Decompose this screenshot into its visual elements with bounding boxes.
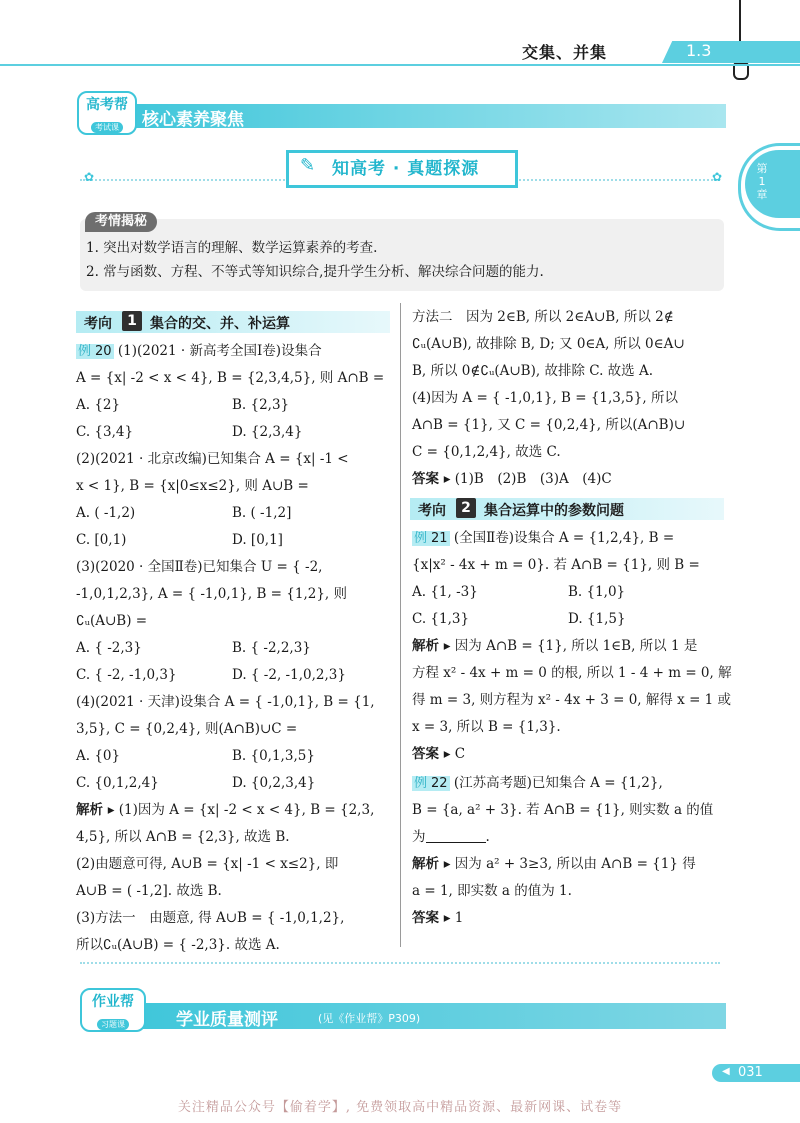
problem-line: 3,5}, C = {0,2,4}, 则(A∩B)∪C = — [76, 721, 298, 737]
logo-text: 作业帮 — [92, 994, 134, 1010]
method2-line: 方法二 因为 2∈B, 所以 2∈A∪B, 所以 2∉ — [412, 309, 674, 325]
flower-icon: ✿ — [712, 170, 723, 184]
answer-value: C — [454, 746, 466, 762]
zuoyebang-logo — [80, 988, 146, 1032]
kaoxiang-number: 2 — [456, 498, 476, 518]
option-row — [412, 582, 625, 602]
analysis-line: 4,5}, 所以 A∩B = {2,3}, 故选 B. — [76, 829, 290, 845]
exam-info-line: 2. 常与函数、方程、不等式等知识综合,提升学生分析、解决综合问题的能力. — [86, 264, 544, 280]
analysis-line: 解析 ▸ 因为 A∩B = {1}, 所以 1∈B, 所以 1 是 — [412, 638, 698, 654]
problem-line: 为 . — [412, 829, 490, 845]
analysis-line: a = 1, 即实数 a 的值为 1. — [412, 883, 572, 899]
analysis-line: 方程 x² - 4x + m = 0 的根, 所以 1 - 4 + m = 0, 解 — [412, 665, 732, 681]
analysis-line: (3)方法一 由题意, 得 A∪B = { -1,0,1,2}, — [76, 910, 345, 926]
core-literacy-title: 核心素养聚焦 — [142, 110, 244, 130]
option-row — [76, 503, 291, 523]
analysis-line: A∪B = ( -1,2]. 故选 B. — [76, 883, 222, 899]
option-row — [76, 422, 302, 442]
kaoxiang-title: 集合运算中的参数问题 — [484, 503, 624, 519]
option-choice: D. [0,1] — [232, 532, 283, 548]
chapter-title: 交集、并集 — [522, 43, 608, 62]
option-choice: C. {3,4} — [76, 424, 134, 440]
answer-value: 1 — [454, 910, 464, 926]
answer-line — [412, 744, 465, 764]
method2-line: ∁ᵤ(A∪B), 故排除 B, D; 又 0∈A, 所以 0∈A∪ — [412, 336, 685, 352]
analysis-label: 解析 ▸ — [412, 856, 451, 872]
column-divider — [400, 303, 401, 947]
footer-watermark: 关注精品公众号【偷着学】, 免费领取高中精品资源、最新网课、试卷等 — [177, 1100, 623, 1115]
option-row — [412, 609, 626, 629]
analysis-line: 所以∁ᵤ(A∪B) = { -2,3}. 故选 A. — [76, 937, 280, 953]
option-choice: B. {2,3} — [232, 397, 290, 413]
section-number: 1.3 — [686, 41, 712, 60]
problem-line: (2)(2021 · 北京改编)已知集合 A = {x| -1 < — [76, 451, 349, 467]
problem-line: x < 1}, B = {x|0≤x≤2}, 则 A∪B = — [76, 478, 309, 494]
analysis-line: 解析 ▸ 因为 a² + 3≥3, 所以由 A∩B = {1} 得 — [412, 856, 696, 872]
problem-line: A = {x| -2 < x < 4}, B = {2,3,4,5}, 则 A∩B = — [76, 370, 385, 386]
problem-line: (1)(2021 · 新高考全国Ⅰ卷)设集合 — [117, 343, 322, 359]
exam-info-line: 1. 突出对数学语言的理解、数学运算素养的考查. — [86, 240, 378, 256]
option-choice: C. {1,3} — [412, 611, 470, 627]
analysis-line: 解析 ▸ (1)因为 A = {x| -2 < x < 4}, B = {2,3, — [76, 802, 375, 818]
notebook-icon: ✎ — [300, 155, 316, 176]
example-badge: 例 — [414, 531, 428, 546]
section2-dotted-line — [80, 962, 720, 1004]
option-choice: B. { -2,2,3} — [232, 640, 311, 656]
analysis-line: 得 m = 3, 则方程为 x² - 4x + 3 = 0, 解得 x = 1 或 — [412, 692, 732, 708]
analysis-label: 解析 ▸ — [412, 638, 451, 654]
option-row — [76, 395, 289, 415]
kaoxiang-label: 考向 — [84, 316, 112, 332]
analysis-line: (2)由题意可得, A∪B = {x| -1 < x≤2}, 即 — [76, 856, 339, 872]
exam-info-tag: 考情揭秘 — [85, 212, 157, 232]
problem-line: -1,0,1,2,3}, A = { -1,0,1}, B = {1,2}, 则 — [76, 586, 347, 602]
option-choice: C. { -2, -1,0,3} — [76, 667, 177, 683]
answer-blank — [426, 828, 486, 843]
quality-assessment-title: 学业质量测评 — [176, 1010, 278, 1030]
option-choice: A. ( -1,2) — [76, 505, 136, 521]
page-number: 031 — [738, 1065, 763, 1080]
answer-line — [412, 469, 612, 489]
problem-line: ∁ᵤ(A∪B) = — [76, 613, 148, 629]
example-header — [412, 528, 674, 549]
option-choice: A. {2} — [76, 397, 121, 413]
option-choice: C. [0,1) — [76, 532, 127, 548]
option-choice: D. {1,5} — [568, 611, 626, 627]
answer-line — [412, 908, 463, 928]
option-choice: B. {0,1,3,5} — [232, 748, 315, 764]
example-number: 22 — [431, 776, 448, 791]
option-choice: B. ( -1,2] — [232, 505, 292, 521]
problem-line: B = {a, a² + 3}. 若 A∩B = {1}, 则实数 a 的值 — [412, 802, 714, 818]
method2-line: C = {0,1,2,4}, 故选 C. — [412, 444, 561, 460]
problem-line: (全国Ⅱ卷)设集合 A = {1,2,4}, B = — [453, 530, 675, 546]
option-choice: A. {1, -3} — [412, 584, 478, 600]
option-choice: B. {1,0} — [568, 584, 626, 600]
quality-assessment-ref: (见《作业帮》P309) — [318, 1012, 421, 1025]
answer-label: 答案 ▸ — [412, 471, 451, 487]
kaoxiang-title: 集合的交、并、补运算 — [150, 316, 290, 332]
option-choice: A. { -2,3} — [76, 640, 142, 656]
option-row — [76, 665, 346, 685]
kaoxiang-label: 考向 — [418, 503, 446, 519]
arrow-left-icon: ◀ — [722, 1066, 730, 1077]
example-badge: 例 — [78, 344, 92, 359]
example-number: 21 — [431, 531, 448, 546]
option-row — [76, 746, 315, 766]
option-choice: D. {0,2,3,4} — [232, 775, 316, 791]
analysis-line: x = 3, 所以 B = {1,3}. — [412, 719, 561, 735]
logo-subtext: 习题课 — [97, 1019, 129, 1030]
problem-line: (4)(2021 · 天津)设集合 A = { -1,0,1}, B = {1, — [76, 694, 375, 710]
header-band — [662, 41, 800, 63]
banner-title: 知高考 · 真题探源 — [332, 159, 480, 179]
problem-line: (3)(2020 · 全国Ⅱ卷)已知集合 U = { -2, — [76, 559, 323, 575]
problem-line: {x|x² - 4x + m = 0}. 若 A∩B = {1}, 则 B = — [412, 557, 700, 573]
option-choice: D. { -2, -1,0,2,3} — [232, 667, 346, 683]
method2-line: B, 所以 0∉∁ᵤ(A∪B), 故排除 C. 故选 A. — [412, 363, 654, 379]
answer-label: 答案 ▸ — [412, 910, 451, 926]
answer-label: 答案 ▸ — [412, 746, 451, 762]
option-choice: A. {0} — [76, 748, 121, 764]
gaokaobang-logo — [77, 91, 137, 135]
option-row — [76, 638, 311, 658]
logo-subtext: 考试课 — [91, 122, 123, 133]
header-rule — [0, 64, 800, 66]
chapter-side-label: 第1章 — [756, 162, 768, 201]
flower-icon: ✿ — [84, 170, 95, 184]
example-header — [412, 773, 663, 794]
option-choice: D. {2,3,4} — [232, 424, 303, 440]
method2-line: (4)因为 A = { -1,0,1}, B = {1,3,5}, 所以 — [412, 390, 678, 406]
logo-text: 高考帮 — [86, 97, 128, 113]
analysis-label: 解析 ▸ — [76, 802, 115, 818]
option-row — [76, 773, 315, 793]
option-choice: C. {0,1,2,4} — [76, 775, 159, 791]
answer-value: (1)B (2)B (3)A (4)C — [454, 471, 612, 487]
kaoxiang-number: 1 — [122, 311, 142, 331]
example-badge: 例 — [414, 776, 428, 791]
problem-line: (江苏高考题)已知集合 A = {1,2}, — [453, 775, 663, 791]
option-row — [76, 530, 283, 550]
example-number: 20 — [95, 344, 112, 359]
example-header — [76, 341, 322, 362]
method2-line: A∩B = {1}, 又 C = {0,2,4}, 所以(A∩B)∪ — [412, 417, 686, 433]
